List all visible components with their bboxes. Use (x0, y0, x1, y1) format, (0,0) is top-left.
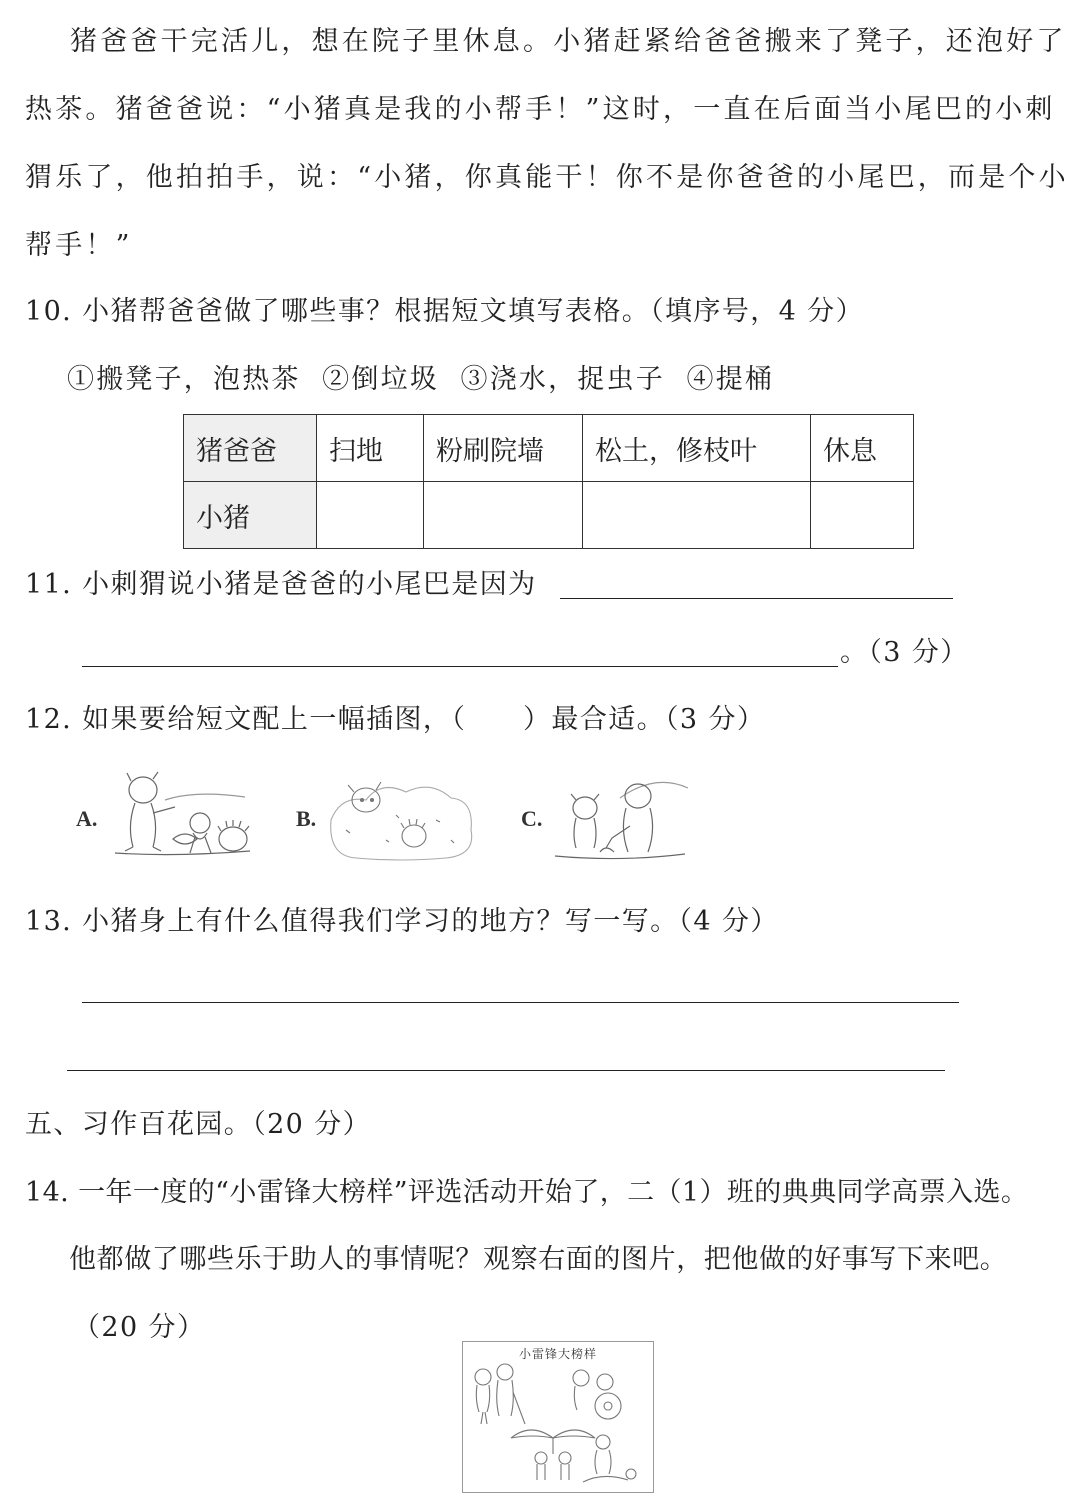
poster-title: 小雷锋大榜样 (518, 1347, 597, 1361)
answer-blank-13a[interactable] (82, 1002, 959, 1003)
answer-cell[interactable] (424, 482, 583, 549)
passage-line-2: 热茶。猪爸爸说：“小猪真是我的小帮手！”这时，一直在后面当小尾巴的小刺 (25, 94, 1056, 125)
question-13-title: 13. 小猪身上有什么值得我们学习的地方？写一写。（4 分） (25, 906, 779, 937)
question-14-line-3: （20 分） (73, 1312, 206, 1343)
option-b-label: B. (296, 806, 317, 831)
passage-line-4: 帮手！” (25, 230, 133, 261)
table-cell: 粉刷院墙 (424, 415, 583, 482)
option-c-label: C. (521, 806, 543, 831)
table-cell: 扫地 (317, 415, 424, 482)
question-10-title: 10. 小猪帮爸爸做了哪些事？根据短文填写表格。（填序号，4 分） (25, 296, 864, 327)
answer-blank-13b[interactable] (67, 1070, 945, 1071)
poster-illustration (463, 1362, 653, 1490)
option-a-label: A. (76, 806, 98, 831)
answer-blank-11a[interactable] (560, 598, 953, 599)
option-b-illustration[interactable] (326, 770, 476, 862)
table-cell-row-header: 小猪 (184, 482, 317, 549)
question-14-line-2: 他都做了哪些乐于助人的事情呢？观察右面的图片，把他做的好事写下来吧。 (69, 1244, 1008, 1275)
question-12-title: 12. 如果要给短文配上一幅插图，（ ）最合适。（3 分） (25, 704, 766, 735)
answer-blank-11b[interactable] (82, 666, 838, 667)
option-a-illustration[interactable] (105, 765, 255, 860)
poster (462, 1341, 654, 1493)
passage-line-1: 猪爸爸干完活儿，想在院子里休息。小猪赶紧给爸爸搬来了凳子，还泡好了 (70, 26, 1067, 57)
answer-cell[interactable] (583, 482, 811, 549)
option-c-illustration[interactable] (550, 768, 690, 862)
question-11-title: 11. 小刺猬说小猪是爸爸的小尾巴是因为 (25, 569, 537, 600)
table-row-piglet (184, 482, 914, 549)
passage-line-3: 猬乐了，他拍拍手，说：“小猪，你真能干！你不是你爸爸的小尾巴，而是个小 (25, 162, 1069, 193)
section-5-title: 五、习作百花园。（20 分） (25, 1109, 372, 1140)
answer-cell[interactable] (811, 482, 914, 549)
question-10-options: ①搬凳子，泡热茶 ②倒垃圾 ③浇水，捉虫子 ④提桶 (67, 364, 775, 395)
table-cell: 休息 (811, 415, 914, 482)
question-11-end: 。（3 分） (840, 637, 969, 668)
answer-cell[interactable] (317, 482, 424, 549)
table-row-father (184, 415, 914, 482)
table-cell: 松土，修枝叶 (583, 415, 811, 482)
question-14-line-1: 14. 一年一度的“小雷锋大榜样”评选活动开始了，二（1）班的典典同学高票入选。 (25, 1177, 1029, 1208)
table-cell-row-header: 猪爸爸 (184, 415, 317, 482)
answer-table (183, 414, 914, 549)
